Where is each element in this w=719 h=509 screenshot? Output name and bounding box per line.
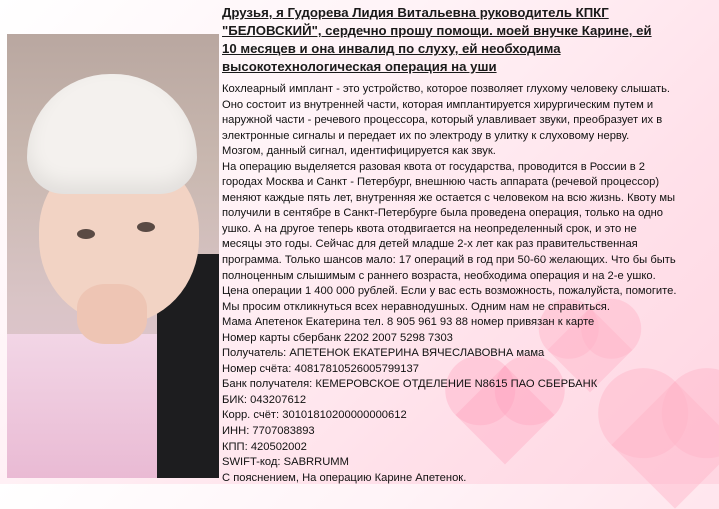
body-line: Номер карты сбербанк 2202 2007 5298 7303	[222, 331, 453, 344]
body-line: Мы просим откликнуться всех неравнодушных. Одним нам не справиться.	[222, 300, 610, 313]
body-line: ушко. А на другое теперь квота отодвигается на неопределенный срок, и это не	[222, 222, 637, 235]
body-line: Мозгом, данный сигнал, идентифицируется как звук.	[222, 145, 496, 158]
body-line: Корр. счёт: 30101810200000000612	[222, 409, 407, 422]
body-line: программа. Только шансов мало: 17 операций в год при 50-60 желающих. Что бы быть	[222, 254, 676, 267]
body-line: На операцию выделяется разовая квота от государства, проводится в России в 2	[222, 160, 646, 173]
body-line: Кохлеарный имплант - это устройство, которое позволяет глухому человеку слышать.	[222, 83, 671, 95]
baby-photo	[7, 34, 219, 478]
photo-eye	[77, 229, 95, 239]
body-line: С пояснением, На операцию Карине Апетенок.	[222, 471, 467, 484]
photo-head-bandage	[27, 74, 197, 194]
body-line: электронные сигналы и передает их по электроду в улитку к слуховому нерву.	[222, 129, 630, 142]
body-line: наружной части - речевого процессора, который улавливает звуки, преобразует их в	[222, 114, 663, 127]
body-line: Номер счёта: 40817810526005799137	[222, 362, 419, 375]
body-line: Цена операции 1 400 000 рублей. Если у вас есть возможность, пожалуйста, помогите.	[222, 285, 677, 298]
body-line: получили в сентябре в Санкт-Петербурге была проведена операция, только на одно	[222, 207, 664, 220]
body-line: Банк получателя: КЕМЕРОВСКОЕ ОТДЕЛЕНИЕ N8615 ПАО СБЕРБАНК	[222, 378, 598, 391]
body-line: ИНН: 7707083893	[222, 425, 315, 438]
photo-eye	[137, 222, 155, 232]
body-line: Мама Апетенок Екатерина тел. 8 905 961 93 88 номер привязан к карте	[222, 316, 595, 329]
body-line: Получатель: АПЕТЕНОК ЕКАТЕРИНА ВЯЧЕСЛАВОВНА мама	[222, 347, 545, 360]
photo-hand	[77, 284, 147, 344]
title-line: "БЕЛОВСКИЙ", сердечно прошу помощи. моей внучке Карине, ей	[222, 23, 652, 38]
body-line: меняют каждые пять лет, внутренняя же остается с человеком на всю жизнь. Квоту мы	[222, 191, 676, 204]
title-line: 10 месяцев и она инвалид по слуху, ей необходима	[222, 41, 561, 56]
body-line: полноценным слышимым с раннего возраста, необходима операция и на 2-е ушко.	[222, 269, 656, 282]
appeal-title	[222, 4, 716, 76]
body-line: месяцы это годы. Сейчас для детей младше 2-х лет как раз правительственная	[222, 238, 638, 251]
body-line: БИК: 043207612	[222, 393, 307, 406]
body-line: КПП: 420502002	[222, 440, 307, 453]
body-line: SWIFT-код: SABRRUMM	[222, 456, 349, 469]
body-line: городах Москва и Санкт - Петербург, внешнюю часть аппарата (речевой процессор)	[222, 176, 660, 189]
title-line: высокотехнологическая операция на уши	[222, 59, 497, 74]
appeal-body	[222, 82, 716, 486]
title-line: Друзья, я Гудорева Лидия Витальевна руководитель КПКГ	[222, 5, 609, 20]
body-line: Оно состоит из внутренней части, которая имплантируется хирургическим путем и	[222, 98, 654, 111]
